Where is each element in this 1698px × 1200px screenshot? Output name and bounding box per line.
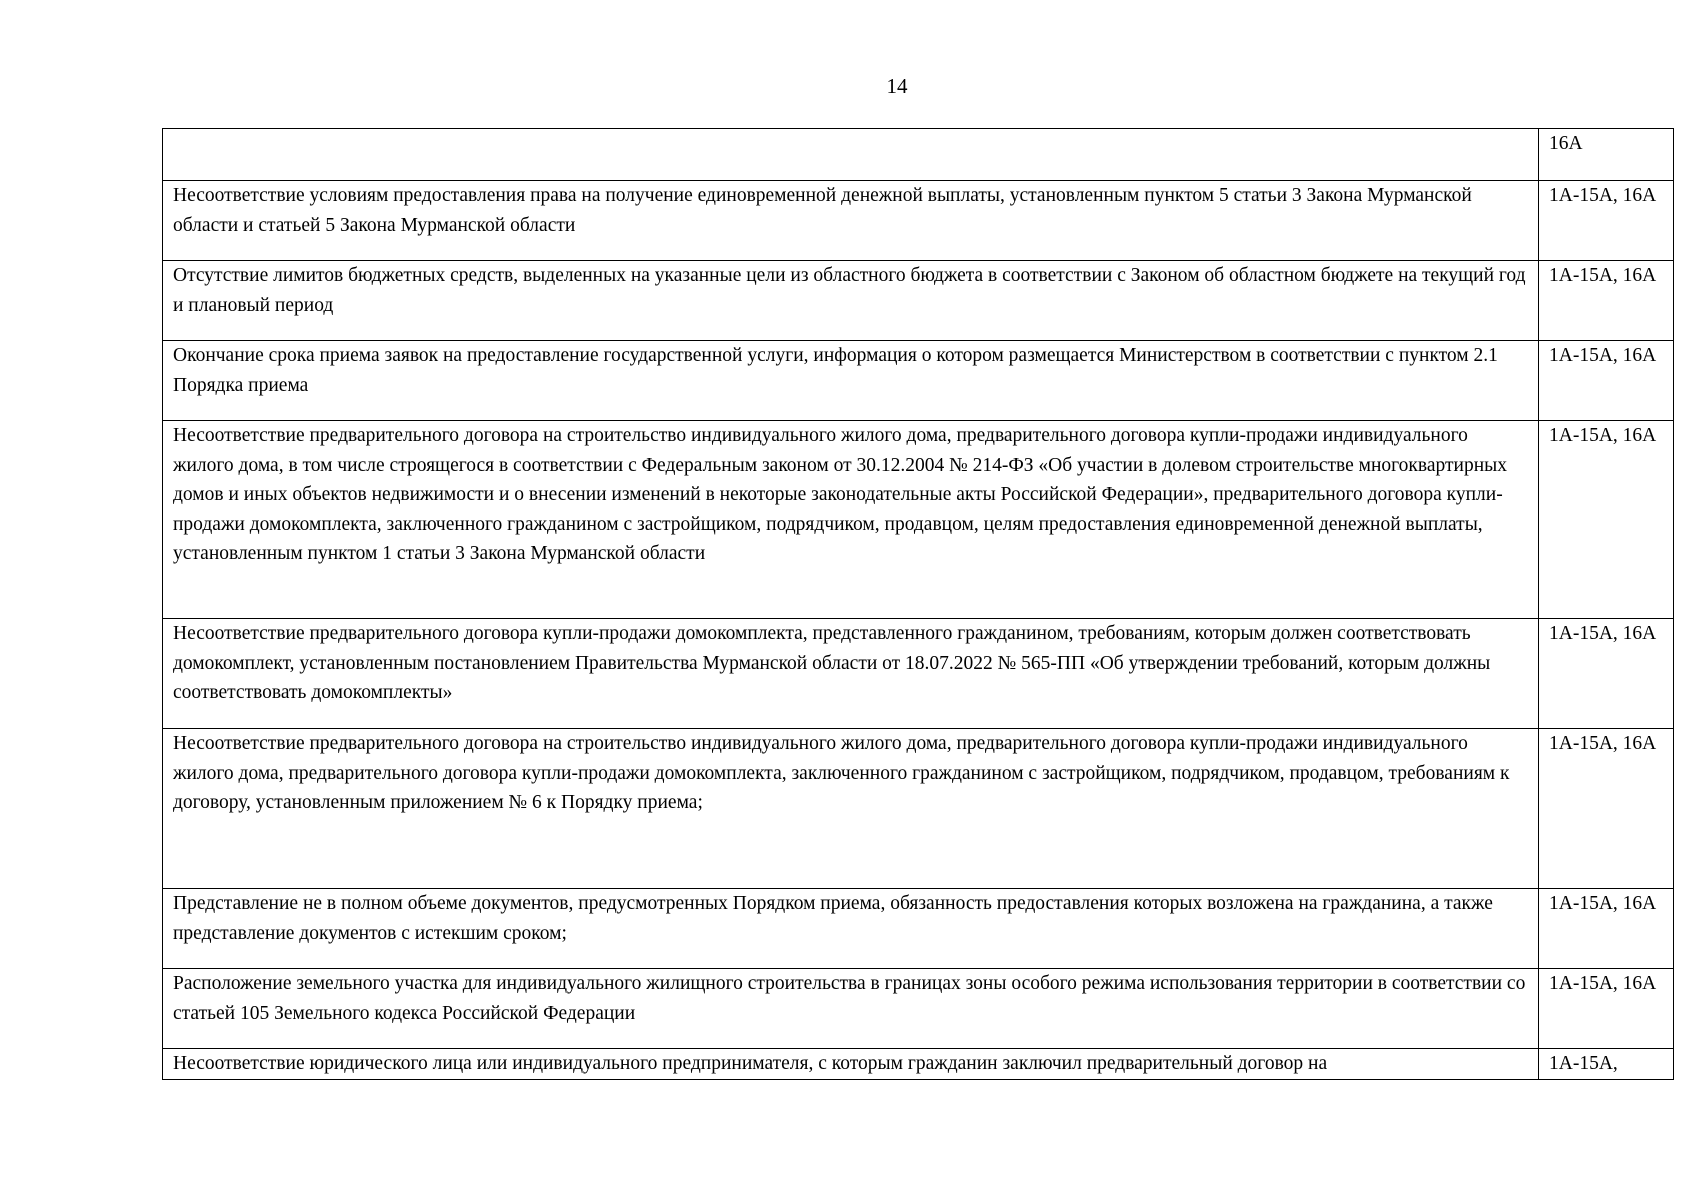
row-code: 1А-15А,	[1549, 1053, 1618, 1074]
row-text: Несоответствие предварительного договора купли-продажи домокомплекта, представленного гражданином, требованиям, которым должен соответствовать домокомплект, установленным постановлением Правительства Мурманской области от 18.07.2022 № 565-ПП «Об утверждении требований, которым должны соответствовать домокомплекты»	[173, 623, 1491, 703]
grounds-table	[162, 128, 1674, 1080]
row-text-cell	[163, 969, 1539, 1049]
row-code: 16А	[1549, 133, 1583, 154]
row-code: 1А-15А, 16А	[1549, 265, 1657, 286]
row-code: 1А-15А, 16А	[1549, 185, 1657, 206]
table-row	[163, 129, 1674, 181]
row-text-cell	[163, 181, 1539, 261]
table-row	[163, 261, 1674, 341]
table-row	[163, 729, 1674, 889]
row-code-cell	[1539, 969, 1674, 1049]
table-row	[163, 619, 1674, 729]
row-code: 1А-15А, 16А	[1549, 425, 1657, 446]
row-text: Несоответствие предварительного договора на строительство индивидуального жилого дома, предварительного договора купли-продажи индивидуального жилого дома, в том числе строящегося в соответствии с Федеральным законом от 30.12.2004 № 214-ФЗ «Об участии в долевом строительстве многоквартирных домов и иных объектов недвижимости и о внесении изменений в некоторые законодательные акты Российской Федерации», предварительного договора купли-продажи домокомплекта, заключенного гражданином с застройщиком, подрядчиком, продавцом, целям предоставления единовременной денежной выплаты, установленным пунктом 1 статьи 3 Закона Мурманской области	[173, 425, 1507, 564]
row-text: Отсутствие лимитов бюджетных средств, выделенных на указанные цели из областного бюджета в соответствии с Законом об областном бюджете на текущий год и плановый период	[173, 265, 1526, 316]
row-text-cell	[163, 421, 1539, 619]
row-code-cell	[1539, 421, 1674, 619]
row-code-cell	[1539, 619, 1674, 729]
row-text: Расположение земельного участка для индивидуального жилищного строительства в границах зоны особого режима использования территории в соответствии со статьей 105 Земельного кодекса Российской Федерации	[173, 973, 1526, 1024]
row-text-cell	[163, 889, 1539, 969]
row-text-cell	[163, 1049, 1539, 1080]
table-row	[163, 421, 1674, 619]
table-row	[163, 969, 1674, 1049]
row-text-cell	[163, 129, 1539, 181]
row-code: 1А-15А, 16А	[1549, 733, 1657, 754]
row-code: 1А-15А, 16А	[1549, 893, 1657, 914]
row-text: Несоответствие предварительного договора на строительство индивидуального жилого дома, предварительного договора купли-продажи индивидуального жилого дома, предварительного договора купли-продажи домокомплекта, заключенного гражданином с застройщиком, подрядчиком, продавцом, требованиям к договору, установленным приложением № 6 к Порядку приема;	[173, 733, 1510, 813]
row-text-cell	[163, 261, 1539, 341]
row-text-cell	[163, 729, 1539, 889]
table-row	[163, 889, 1674, 969]
table-row	[163, 341, 1674, 421]
row-code-cell	[1539, 889, 1674, 969]
row-code-cell	[1539, 261, 1674, 341]
row-code: 1А-15А, 16А	[1549, 623, 1657, 644]
row-code-cell	[1539, 129, 1674, 181]
row-text-cell	[163, 619, 1539, 729]
row-code-cell	[1539, 729, 1674, 889]
row-code-cell	[1539, 341, 1674, 421]
row-code: 1А-15А, 16А	[1549, 345, 1657, 366]
row-text: Окончание срока приема заявок на предоставление государственной услуги, информация о котором размещается Министерством в соответствии с пунктом 2.1 Порядка приема	[173, 345, 1498, 396]
row-code-cell	[1539, 181, 1674, 261]
table-row	[163, 181, 1674, 261]
row-code-cell	[1539, 1049, 1674, 1080]
row-text-cell	[163, 341, 1539, 421]
row-code: 1А-15А, 16А	[1549, 973, 1657, 994]
row-text: Несоответствие юридического лица или индивидуального предпринимателя, с которым гражданин заключил предварительный договор на	[173, 1053, 1328, 1074]
row-text: Несоответствие условиям предоставления права на получение единовременной денежной выплаты, установленным пунктом 5 статьи 3 Закона Мурманской области и статьей 5 Закона Мурманской области	[173, 185, 1472, 236]
row-text: Представление не в полном объеме документов, предусмотренных Порядком приема, обязанность предоставления которых возложена на гражданина, а также представление документов с истекшим сроком;	[173, 893, 1493, 944]
page-number: 14	[886, 74, 908, 98]
table-row	[163, 1049, 1674, 1080]
